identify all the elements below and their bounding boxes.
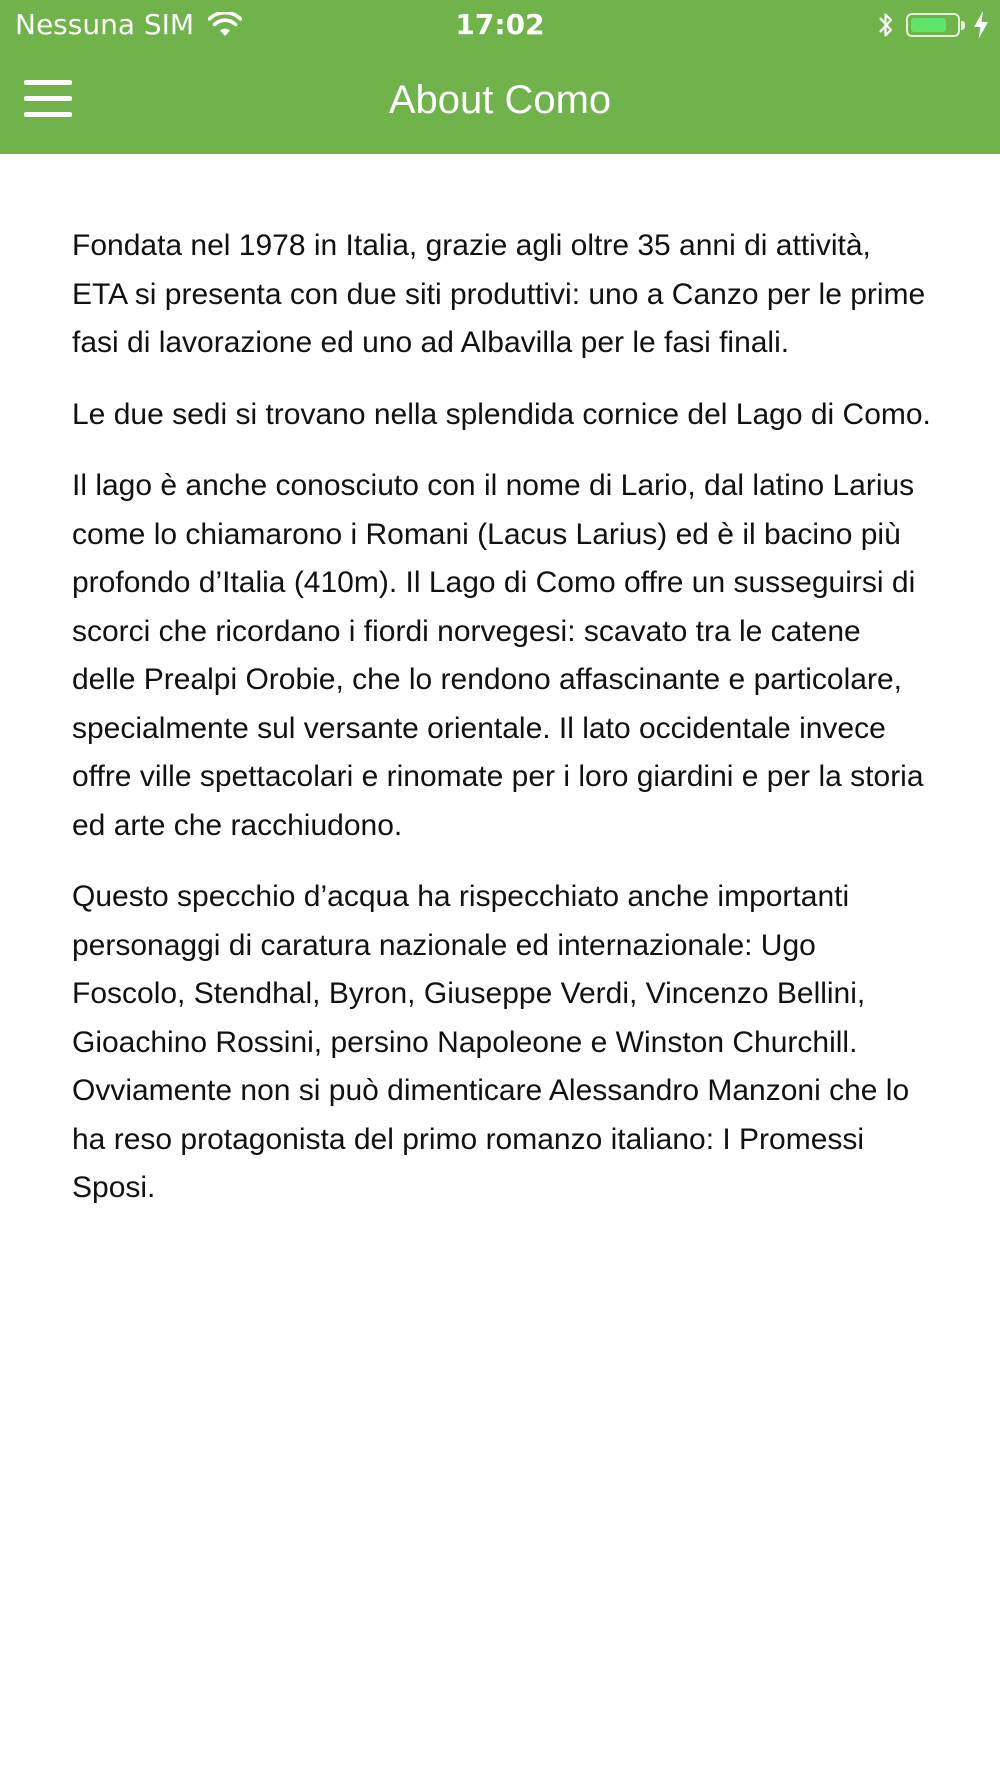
status-time: 17:02 (455, 8, 545, 41)
paragraph-locations: Le due sedi si trovano nella splendida cornice del Lago di Como. (72, 397, 931, 431)
navigation-bar (0, 50, 1000, 154)
paragraph-famous-people: Questo specchio d’acqua ha rispecchiato anche importanti personaggi di caratura nazionale ed internazionale: Ugo Foscolo, Stendhal, Byron, Giuseppe Verdi, Vincenzo Bellini, Gioachino Rossini, persino Napoleone e Winston Churchill. Ovviamente non si può dimenticare Alessandro Manzoni che lo ha reso protagonista del primo romanzo italiano: I Promessi Sposi. (72, 880, 910, 1204)
bluetooth-icon (876, 10, 896, 40)
battery-icon (906, 13, 960, 37)
status-right-group (876, 8, 990, 42)
status-bar (0, 0, 1000, 50)
paragraph-founding: Fondata nel 1978 in Italia, grazie agli oltre 35 anni di attività, ETA si presenta con due siti produttivi: uno a Canzo per le prime fasi di lavorazione ed uno ad Albavilla per le fasi finali. (72, 229, 926, 359)
about-content (72, 222, 932, 1236)
paragraph-lake-description: Il lago è anche conosciuto con il nome di Lario, dal latino Larius come lo chiamarono i Romani (Lacus Larius) ed è il bacino più profondo d’Italia (410m). Il Lago di Como offre un susseguirsi di scorci che ricordano i fiordi norvegesi: scavato tra le catene delle Prealpi Orobie, che lo rendono affascinante e particolare, specialmente sul versante orientale. Il lato occidentale invece offre ville spettacolari e rinomate per i loro giardini e per la storia ed arte che racchiudono. (72, 469, 924, 842)
page-title: About Como (388, 78, 612, 122)
battery-level-fill (911, 18, 946, 32)
top-bar (0, 0, 1000, 154)
charging-bolt-icon (972, 10, 990, 40)
carrier-label: Nessuna SIM (15, 8, 195, 41)
